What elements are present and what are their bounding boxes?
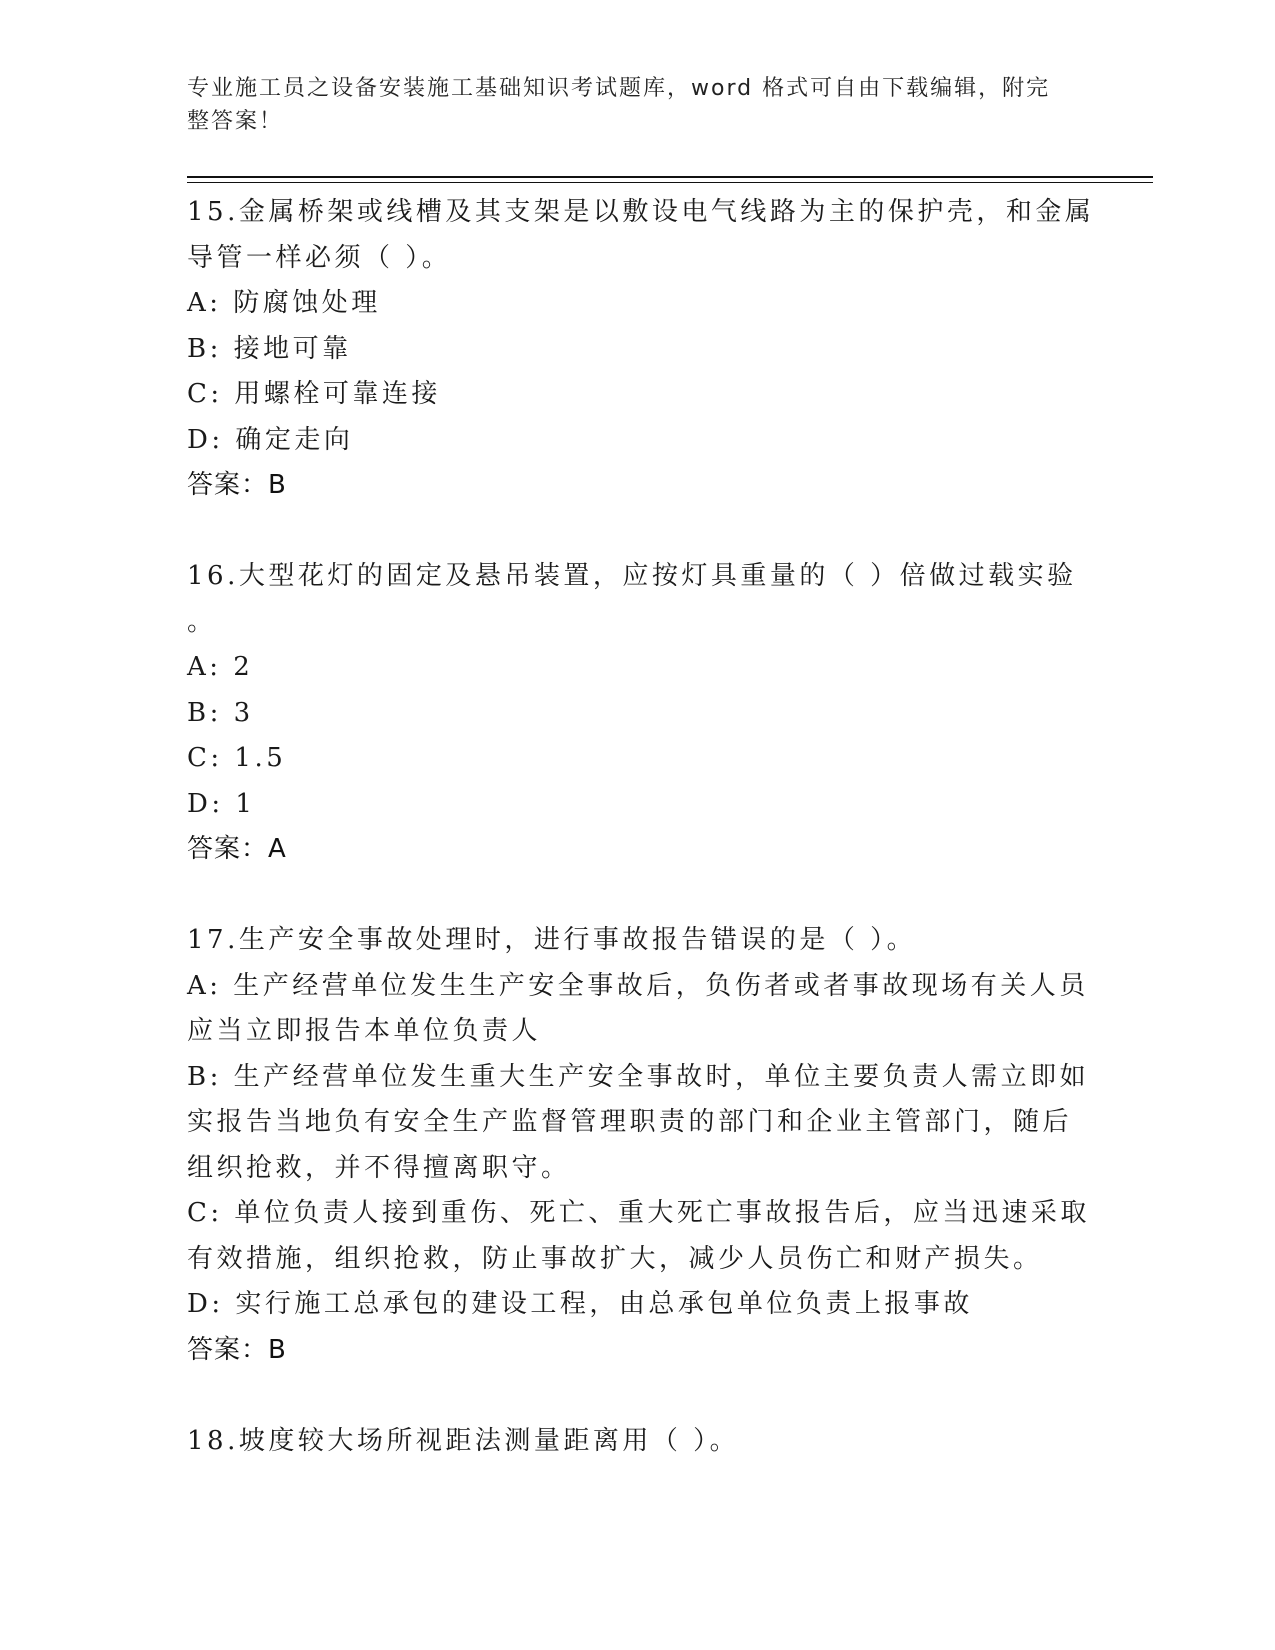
answer-line: 答案：B (187, 470, 287, 500)
question-stem-line: 16.大型花灯的固定及悬吊装置，应按灯具重量的（ ）倍做过载实验 (187, 561, 1077, 591)
question-stem-line: 导管一样必须（ ）。 (187, 242, 452, 273)
header-divider-thin (187, 182, 1153, 183)
spacer (187, 873, 1087, 919)
question-17 (187, 918, 1090, 1373)
question-list (187, 190, 1095, 1464)
question-15 (187, 190, 1095, 509)
question-16 (187, 554, 1087, 873)
option-b: B: 3 (187, 697, 254, 728)
option-b: B: 接地可靠 (187, 333, 352, 364)
question-stem-line: 。 (187, 606, 217, 637)
question-stem-line: 15.金属桥架或线槽及其支架是以敷设电气线路为主的保护壳，和金属 (187, 197, 1095, 227)
option-b-continued: 实报告当地负有安全生产监督管理职责的部门和企业主管部门，随后 (187, 1107, 1073, 1137)
spacer (187, 509, 1087, 555)
option-d: D: 实行施工总承包的建设工程，由总承包单位负责上报事故 (187, 1289, 973, 1319)
option-d: D: 1 (187, 788, 256, 819)
option-a: A: 生产经营单位发生生产安全事故后，负伤者或者事故现场有关人员 (187, 970, 1089, 1001)
header-line-2: 整答案！ (187, 109, 284, 134)
question-stem-line: 18.坡度较大场所视距法测量距离用（ ）。 (187, 1425, 740, 1456)
question-stem-line: 17.生产安全事故处理时，进行事故报告错误的是（ ）。 (187, 925, 917, 955)
spacer (187, 1373, 1087, 1419)
header-divider-thick (187, 176, 1153, 178)
option-b-continued: 组织抢救，并不得擅离职守。 (187, 1152, 571, 1183)
option-c: C: 1.5 (187, 743, 287, 773)
answer-line: 答案：A (187, 834, 287, 864)
option-a: A: 防腐蚀处理 (187, 288, 381, 318)
option-a: A: 2 (187, 652, 254, 682)
option-a-continued: 应当立即报告本单位负责人 (187, 1016, 542, 1046)
answer-line: 答案：B (187, 1334, 287, 1365)
question-18 (187, 1419, 1087, 1465)
option-d: D: 确定走向 (187, 424, 354, 455)
option-c-continued: 有效措施，组织抢救，防止事故扩大，减少人员伤亡和财产损失。 (187, 1243, 1043, 1274)
option-b: B: 生产经营单位发生重大生产安全事故时，单位主要负责人需立即如 (187, 1061, 1090, 1092)
header-line-1: 专业施工员之设备安装施工基础知识考试题库，word 格式可自由下载编辑，附完 (187, 76, 1051, 101)
option-c: C: 用螺栓可靠连接 (187, 379, 441, 409)
option-c: C: 单位负责人接到重伤、死亡、重大死亡事故报告后，应当迅速采取 (187, 1198, 1090, 1228)
document-header (187, 72, 1067, 138)
